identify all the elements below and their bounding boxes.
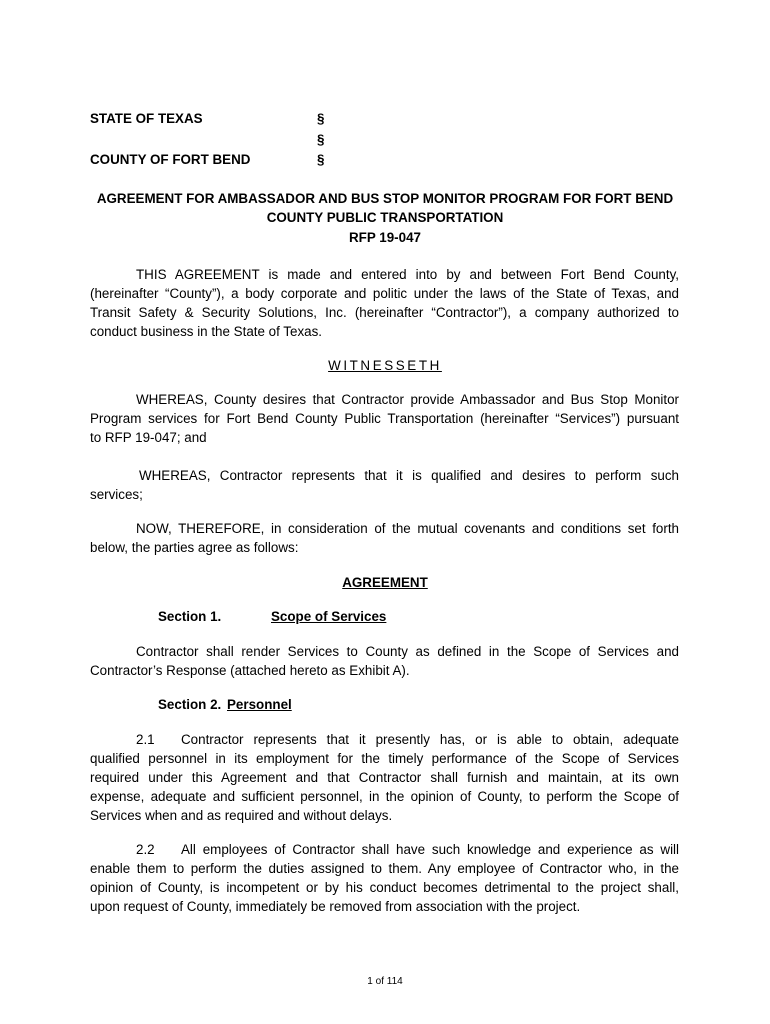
intro-line: THIS AGREEMENT is made and entered into by and between Fort Bend County, xyxy=(136,267,679,282)
para-2-2-line: upon request of County, immediately be removed from association with the project. xyxy=(90,899,581,914)
intro-line: (hereinafter “County”), a body corporate and politic under the laws of the State of Texas, and xyxy=(90,286,679,301)
intro-line: conduct business in the State of Texas. xyxy=(90,324,323,339)
title-line-1: AGREEMENT FOR AMBASSADOR AND BUS STOP MONITOR PROGRAM FOR FORT BEND xyxy=(96,191,674,206)
now-therefore-line: below, the parties agree as follows: xyxy=(90,540,299,555)
page-number: 1 of 114 xyxy=(367,976,403,987)
para-2-2-line: opinion of County, is incompetent or by his conduct becomes detrimental to the project shall, xyxy=(90,880,679,895)
whereas-1-line: to RFP 19-047; and xyxy=(90,430,207,445)
whereas-2-line: WHEREAS, Contractor represents that it is qualified and desires to perform such xyxy=(139,468,679,483)
now-therefore-line: NOW, THEREFORE, in consideration of the mutual covenants and conditions set forth xyxy=(136,521,679,536)
whereas-1-line: WHEREAS, County desires that Contractor provide Ambassador and Bus Stop Monitor xyxy=(136,392,679,407)
para-2-1-line: qualified personnel in its employment for the timely performance of the Scope of Services xyxy=(90,751,679,766)
para-2-1-line: Services when and as required and without delays. xyxy=(90,808,393,823)
state-label: STATE OF TEXAS xyxy=(90,111,203,126)
agreement-heading: AGREEMENT xyxy=(342,575,428,590)
para-2-2-line: All employees of Contractor shall have such knowledge and experience as will xyxy=(181,842,679,857)
para-2-1-line: expense, adequate and sufficient personnel, in the opinion of County, to perform the Scope of xyxy=(90,789,679,804)
section-1-title: Scope of Services xyxy=(271,609,387,624)
section-mark-1: § xyxy=(317,111,325,126)
para-2-1-number: 2.1 xyxy=(136,732,155,747)
para-2-2-number: 2.2 xyxy=(136,842,155,857)
witnesseth-heading: WITNESSETH xyxy=(328,358,442,373)
title-line-2: COUNTY PUBLIC TRANSPORTATION xyxy=(266,210,504,225)
section-1-text-line: Contractor shall render Services to County as defined in the Scope of Services and xyxy=(136,644,679,659)
para-2-1-line: Contractor represents that it presently has, or is able to obtain, adequate xyxy=(181,732,679,747)
section-2-title: Personnel xyxy=(227,697,292,712)
section-2-label: Section 2. xyxy=(158,697,222,712)
section-1-text-line: Contractor’s Response (attached hereto as Exhibit A). xyxy=(90,663,410,678)
para-2-1-line: required under this Agreement and that Contractor shall furnish and maintain, at its own xyxy=(90,770,679,785)
para-2-2-line: enable them to perform the duties assigned to them. Any employee of Contractor who, in the xyxy=(90,861,679,876)
county-label: COUNTY OF FORT BEND xyxy=(90,152,251,167)
whereas-1-line: Program services for Fort Bend County Public Transportation (hereinafter “Services”) pursuant xyxy=(90,411,679,426)
title-rfp: RFP 19-047 xyxy=(349,230,421,245)
section-1-label: Section 1. xyxy=(158,609,222,624)
whereas-2-line: services; xyxy=(90,487,143,502)
intro-line: Transit Safety & Security Solutions, Inc. (hereinafter “Contractor”), a company authorized to xyxy=(90,305,679,320)
section-mark-2: § xyxy=(317,132,325,147)
section-mark-3: § xyxy=(317,152,325,167)
